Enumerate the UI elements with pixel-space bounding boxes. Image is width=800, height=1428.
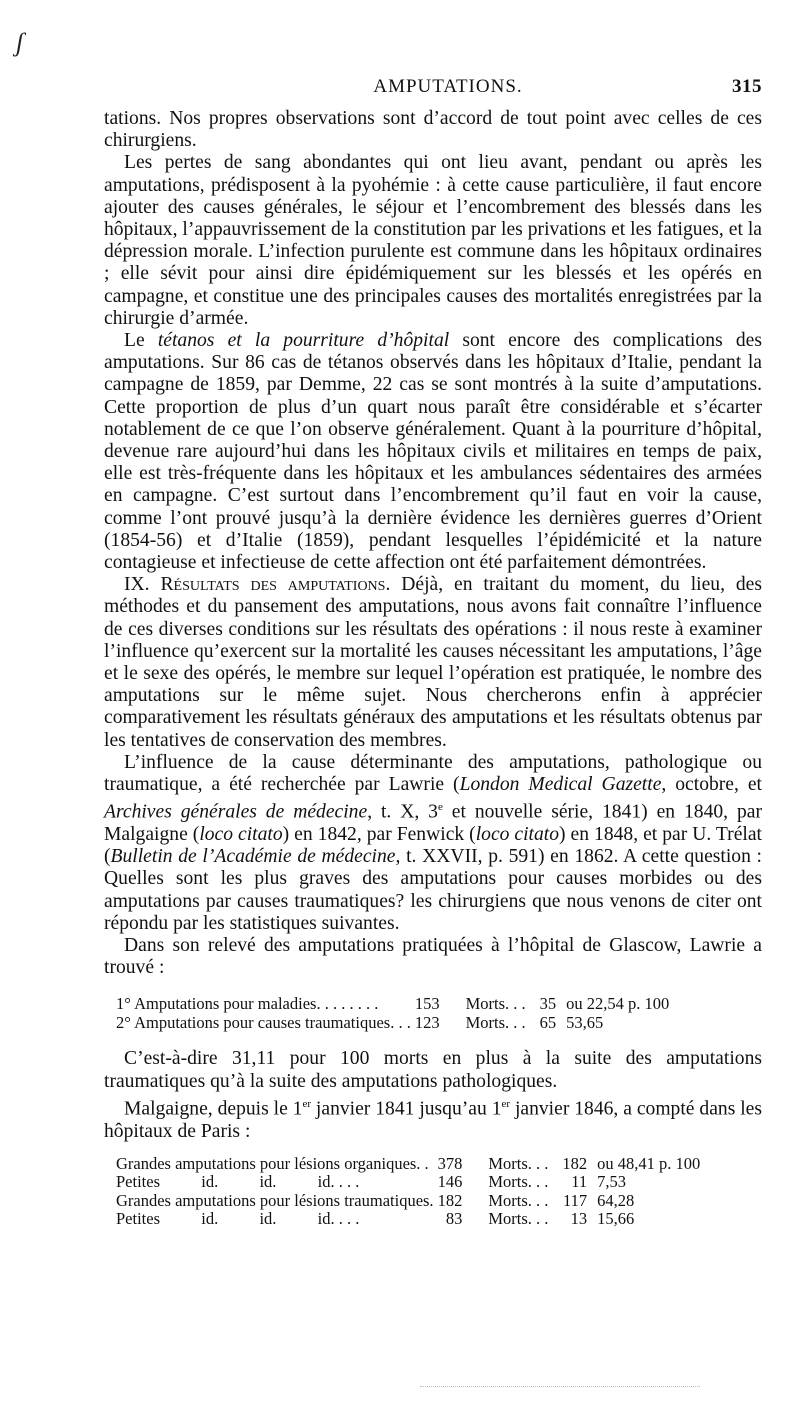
table-row: 2° Amputations pour causes traumatiques. . . 123 Morts. . . 65 53,65 bbox=[116, 1012, 604, 1032]
table-row: Grandes amputations pour lésions traumatiques. 182 Morts. . . 117 64,28 bbox=[116, 1190, 635, 1210]
footer-rule bbox=[420, 1386, 700, 1387]
section-number: IX. bbox=[124, 574, 150, 596]
paragraph-5: L’influence de la cause déterminante des amputations, pathologique ou traumatique, a été recherchée par Lawrie (London Medical Gazette, octobre, et Archives générales de médecine, t. X, 3e et nouvelle série, 1841) en 1840, par Malgaigne (loco citato) en 1842, par Fenwick (loco citato) en 1848, et par U. Trélat (Bulletin de l’Académie de médecine, t. XXVII, p. 591) en 1862. A cette question : Quelles sont les plus graves des amputations pour causes morbides ou des amputations par causes traumatiques? les chirurgiens que nous venons de citer ont répondu par les statistiques suivantes. bbox=[104, 751, 763, 934]
paragraph-8: Malgaigne, depuis le 1er janvier 1841 jusqu’au 1er janvier 1846, a compté dans les hôpitaux de Paris : bbox=[104, 1097, 762, 1142]
running-title: AMPUTATIONS. bbox=[373, 76, 523, 97]
paragraph-3: Le tétanos et la pourriture d’hôpital sont encore des complications des amputations. Sur 86 cas de tétanos observés dans les hôpitaux d’Italie, pendant la campagne de 1859, par Demme, 22 cas se sont montrés à la suite d’amputations. Cette proportion de plus d’un quart nous paraît être considérable et s’écarter notablement de ce que l’on observe généralement. Quant à la pourriture d’hôpital, devenue rare aujourd’hui dans les hôpitaux civils et militaires en temps de paix, elle est très-fréquente dans les hôpitaux et les ambulances sédentaires des armées en campagne. C’est surtout dans l’encombrement qu’il faut en voir la cause, comme l’ont prouvé jusqu’à la dernière évidence les dernières guerres d’Orient (1854-56) et d’Italie (1859), pendant lesquelles l’épidémicité et la nature contagieuse et infectieuse de cette affection ont été parfaitement démontrées. bbox=[104, 330, 762, 574]
malgaigne-table bbox=[116, 1155, 704, 1229]
paragraph-2: Les pertes de sang abondantes qui ont lieu avant, pendant ou après les amputations, prédisposent à la pyohémie : à cette cause particulière, il faut encore ajouter des causes générales, le séjour et l’encombrement des blessés dans les hôpitaux, l’appauvrissement de la constitution par les privations et les fatigues, et la dépression morale. L’infection purulente est commune dans les hôpitaux ordinaires ; elle sévit pour ainsi dire épidémiquement sur les blessés et les opérés en campagne, et constitue une des principales causes des mortalités enregistrées par la chirurgie d’armée. bbox=[104, 152, 762, 329]
section-heading: Résultats des amputations. bbox=[160, 574, 391, 596]
lawrie-table bbox=[116, 995, 673, 1032]
page-body bbox=[104, 76, 762, 1229]
page-number: 315 bbox=[731, 76, 762, 97]
paragraph-1: tations. Nos propres observations sont d’accord de tout point avec celles de ces chirurgiens. bbox=[104, 108, 762, 152]
table-row: Grandes amputations pour lésions organiques. . 378 Morts. . . 182 ou 48,41 p. 100 bbox=[116, 1153, 701, 1173]
table-row: Petites id. id. id. . . . 146 Morts. . . 11 7,53 bbox=[116, 1172, 626, 1192]
table-row: 1° Amputations pour maladies. . . . . . . . 153 Morts. . . 35 ou 22,54 p. 100 bbox=[116, 994, 670, 1014]
paragraph-7: C’est-à-dire 31,11 pour 100 morts en plus à la suite des amputations traumatiques qu’à la suite des amputations pathologiques. bbox=[104, 1048, 762, 1092]
paragraph-4: IX. Résultats des amputations. Déjà, en traitant du moment, du lieu, des méthodes et du pansement des amputations, nous avons fait connaître l’influence de ces diverses conditions sur les résultats des opérations : il nous reste à examiner l’influence qu’exercent sur la mortalité les causes nécessitant les amputations, l’âge et le sexe des opérés, le membre sur lequel l’opération est pratiquée, le nombre des amputations sur le même sujet. Nous chercherons enfin à apprécier comparativement les résultats généraux des amputations et les résultats obtenus par les tentatives de conservation des membres. bbox=[104, 574, 762, 751]
margin-mark: ʃ bbox=[16, 28, 24, 57]
paragraph-6: Dans son relevé des amputations pratiquées à l’hôpital de Glascow, Lawrie a trouvé : bbox=[104, 935, 762, 979]
running-header bbox=[104, 76, 762, 104]
table-row: Petites id. id. id. . . . 83 Morts. . . 13 15,66 bbox=[116, 1209, 635, 1229]
italic-term: tétanos et la pourriture d’hôpital bbox=[157, 330, 450, 352]
